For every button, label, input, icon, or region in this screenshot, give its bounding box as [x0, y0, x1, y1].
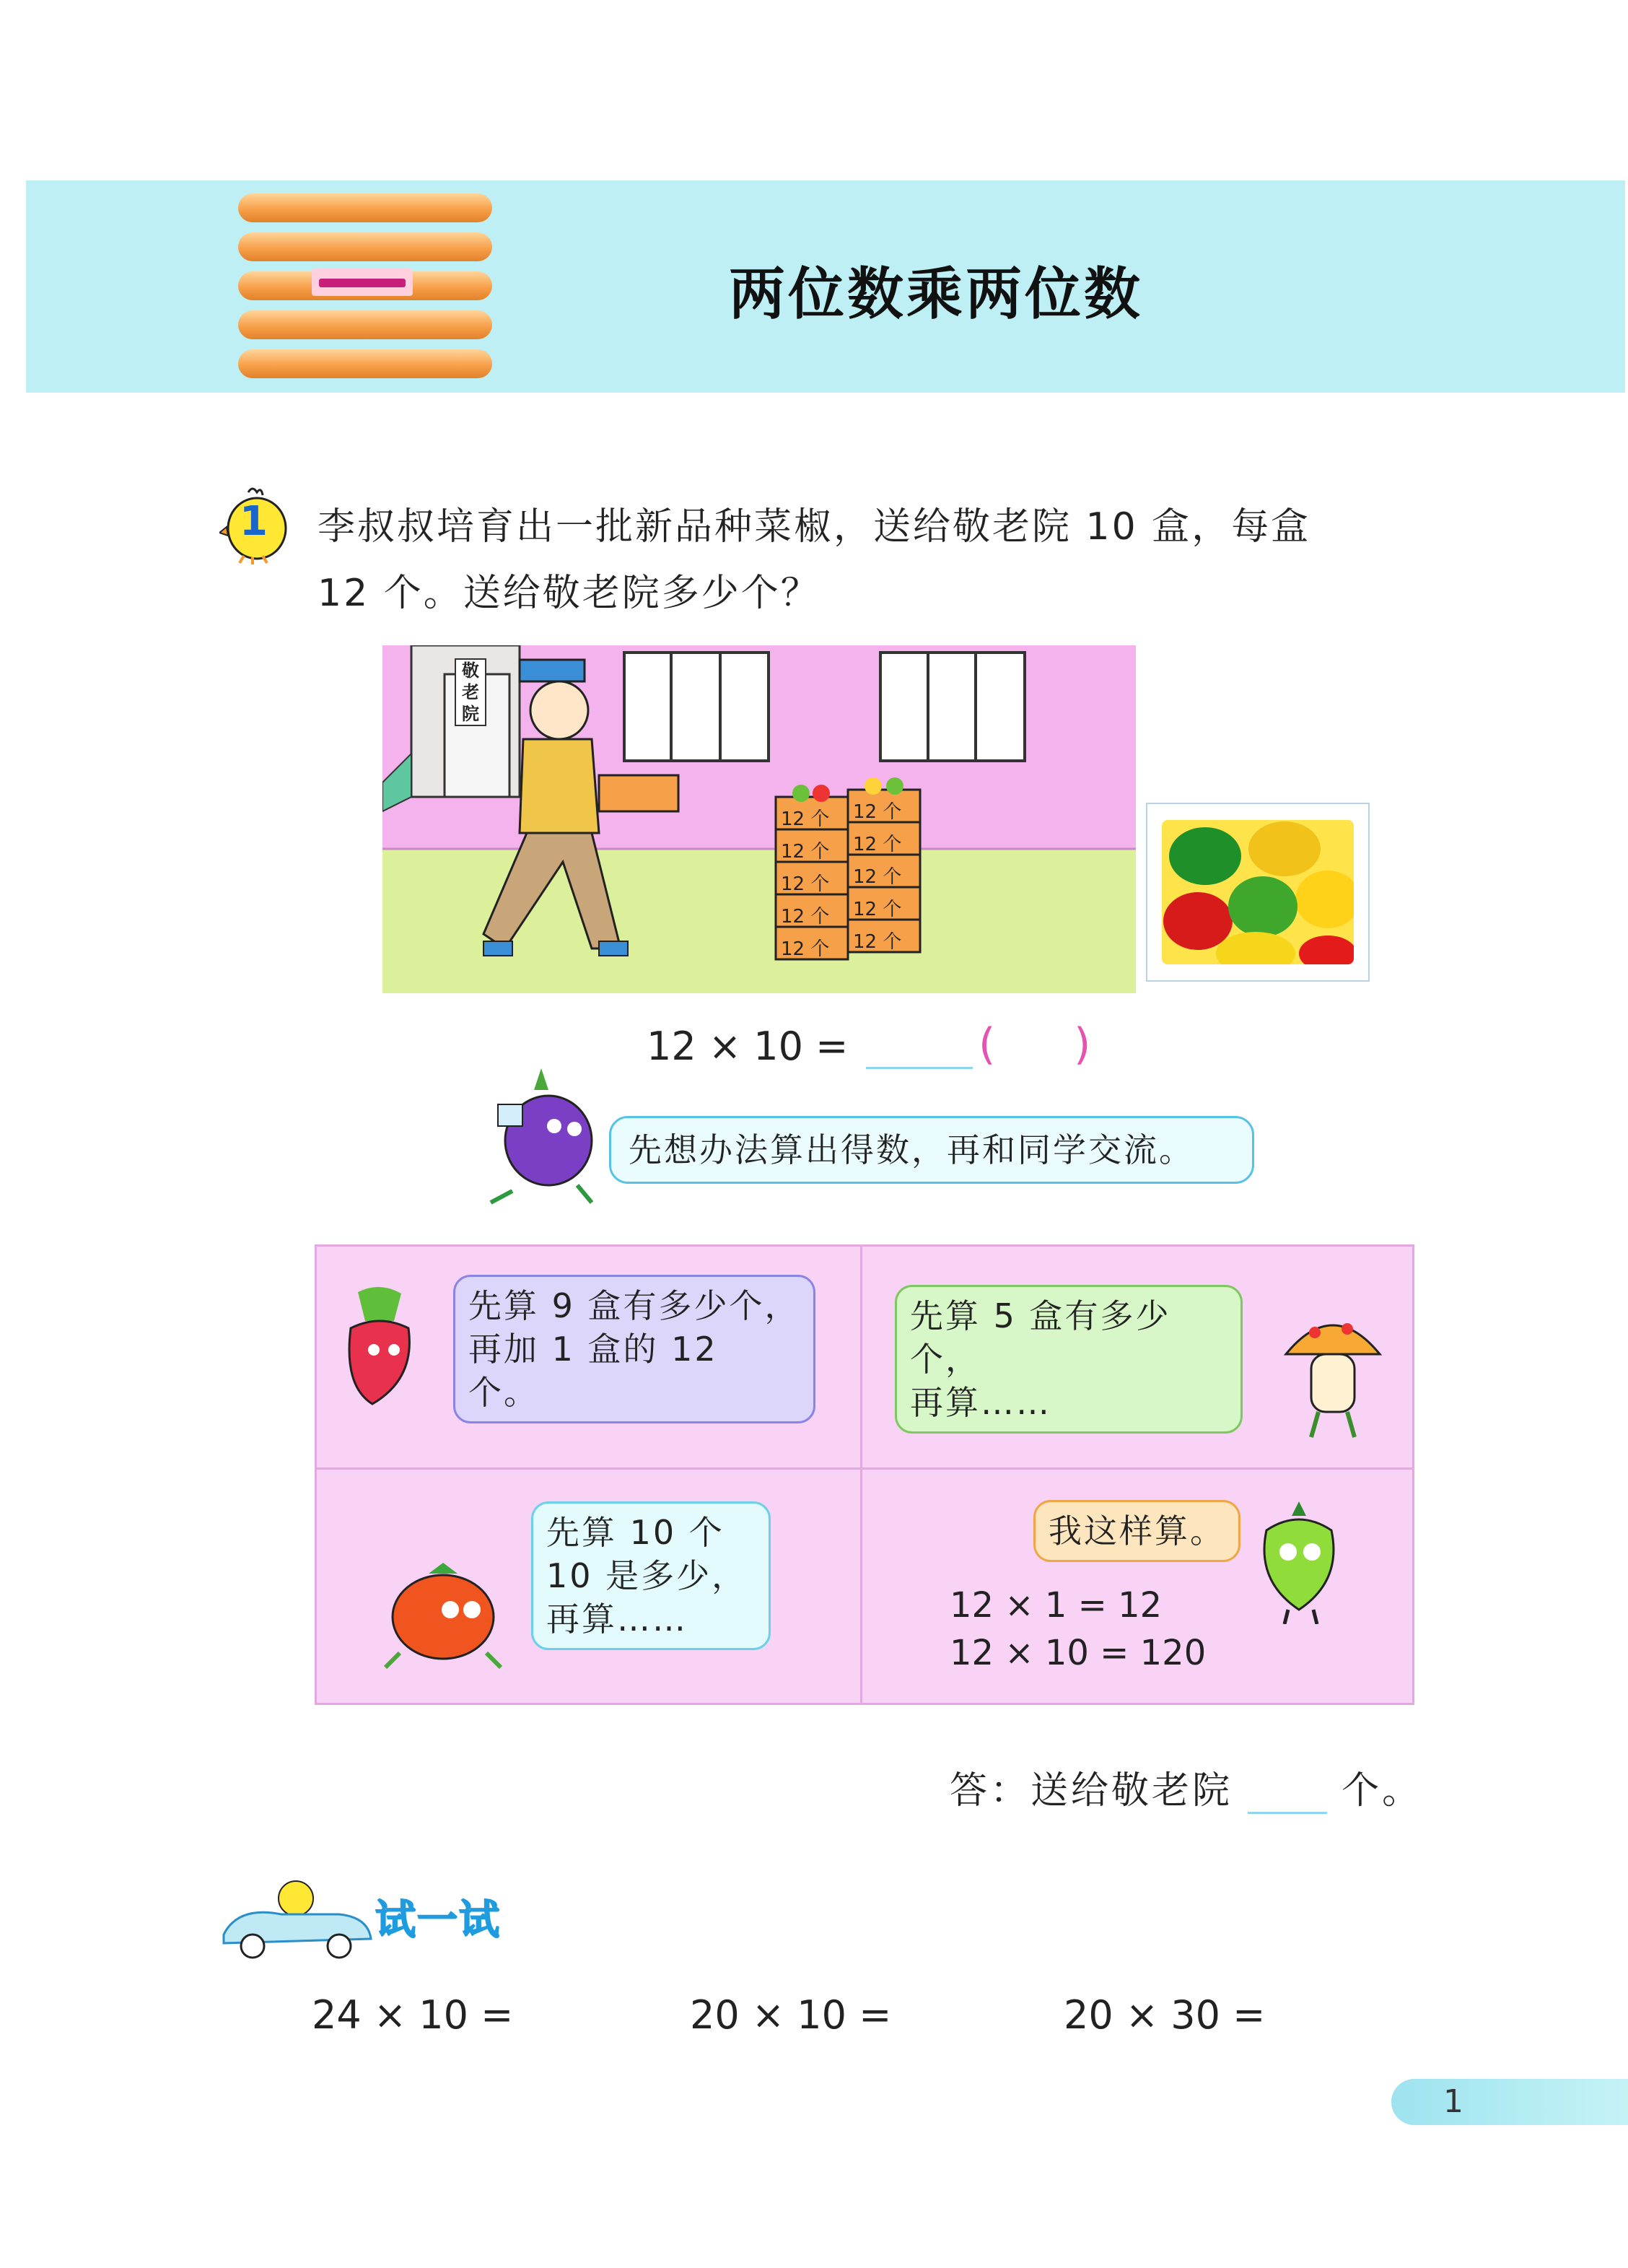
problem-text-line-1: 李叔叔培育出一批新品种菜椒，送给敬老院 10 盒，每盒 — [318, 505, 1311, 549]
unit-number — [319, 279, 406, 287]
method-c-line-3: 再算…… — [546, 1600, 688, 1639]
header-stripe — [238, 349, 492, 378]
method-b-line-1: 先算 5 盒有多少个， — [910, 1296, 1171, 1379]
mushroom-mascot — [1279, 1304, 1387, 1441]
problem-text-line-2: 12 个。送给敬老院多少个？ — [318, 572, 820, 615]
answer-prefix: 答：送给敬老院 — [950, 1769, 1233, 1813]
box-label: 12 个 — [781, 808, 830, 830]
hint-bubble: 先想办法算出得数，再和同学交流。 — [609, 1116, 1254, 1184]
method-a-line-2: 再加 1 盒的 12 个。 — [468, 1330, 718, 1412]
header-stripe — [238, 310, 492, 339]
page-number: 1 — [1443, 2083, 1463, 2120]
unit-paren-open: ( — [979, 1019, 996, 1070]
unit-paren-close: ) — [1074, 1019, 1091, 1070]
peppers-photo-image — [1162, 820, 1354, 964]
answer-line — [950, 1760, 1422, 1814]
box-label: 12 个 — [781, 938, 830, 960]
box-label: 12 个 — [853, 866, 902, 888]
try-equation-1: 24 × 10 = — [312, 1992, 514, 2038]
table-divider-vertical — [860, 1244, 862, 1705]
method-d-bubble: 我这样算。 — [1033, 1500, 1240, 1562]
method-d-equation-2: 12 × 10 = 120 — [950, 1633, 1207, 1673]
box-label: 12 个 — [781, 906, 830, 928]
box-label: 12 个 — [781, 873, 830, 895]
page-number-tab — [1391, 2079, 1628, 2125]
box-label: 12 个 — [853, 834, 902, 855]
chapter-title: 两位数乘两位数 — [729, 262, 1144, 327]
main-equation: 12 × 10 = — [647, 1024, 849, 1069]
problem-number: 1 — [240, 498, 268, 545]
box-label: 12 个 — [853, 899, 902, 920]
green-pepper-mascot — [1248, 1494, 1349, 1624]
box-label: 12 个 — [853, 801, 902, 823]
try-equation-2: 20 × 10 = — [690, 1992, 892, 2038]
method-a-bubble — [453, 1275, 815, 1423]
eggplant-mascot — [469, 1061, 613, 1205]
try-equation-3: 20 × 30 = — [1064, 1992, 1266, 2038]
header-stripe — [238, 232, 492, 261]
car-chick-icon — [216, 1877, 375, 1963]
answer-suffix: 个。 — [1342, 1769, 1423, 1813]
box-label: 12 个 — [781, 841, 830, 863]
nursing-home-sign: 敬老院 — [455, 658, 486, 726]
method-d-equation-1: 12 × 1 = 12 — [950, 1585, 1163, 1626]
box-label: 12 个 — [853, 931, 902, 953]
method-b-line-2: 再算…… — [910, 1383, 1051, 1422]
method-b-bubble — [895, 1285, 1243, 1434]
radish-mascot — [329, 1285, 430, 1408]
delivery-illustration — [382, 645, 1136, 993]
method-a-line-1: 先算 9 盒有多少个， — [468, 1286, 800, 1325]
method-c-line-1: 先算 10 个 — [546, 1513, 725, 1552]
tomato-mascot — [371, 1559, 515, 1675]
table-divider-horizontal — [315, 1467, 1414, 1470]
equation-answer-blank[interactable] — [866, 1067, 973, 1069]
method-c-line-2: 10 是多少， — [546, 1556, 748, 1595]
header-stripe — [238, 193, 492, 222]
method-c-bubble — [531, 1501, 771, 1650]
peppers-photo — [1146, 803, 1370, 982]
try-it-title: 试一试 — [375, 1897, 501, 1944]
answer-blank[interactable] — [1248, 1776, 1327, 1814]
